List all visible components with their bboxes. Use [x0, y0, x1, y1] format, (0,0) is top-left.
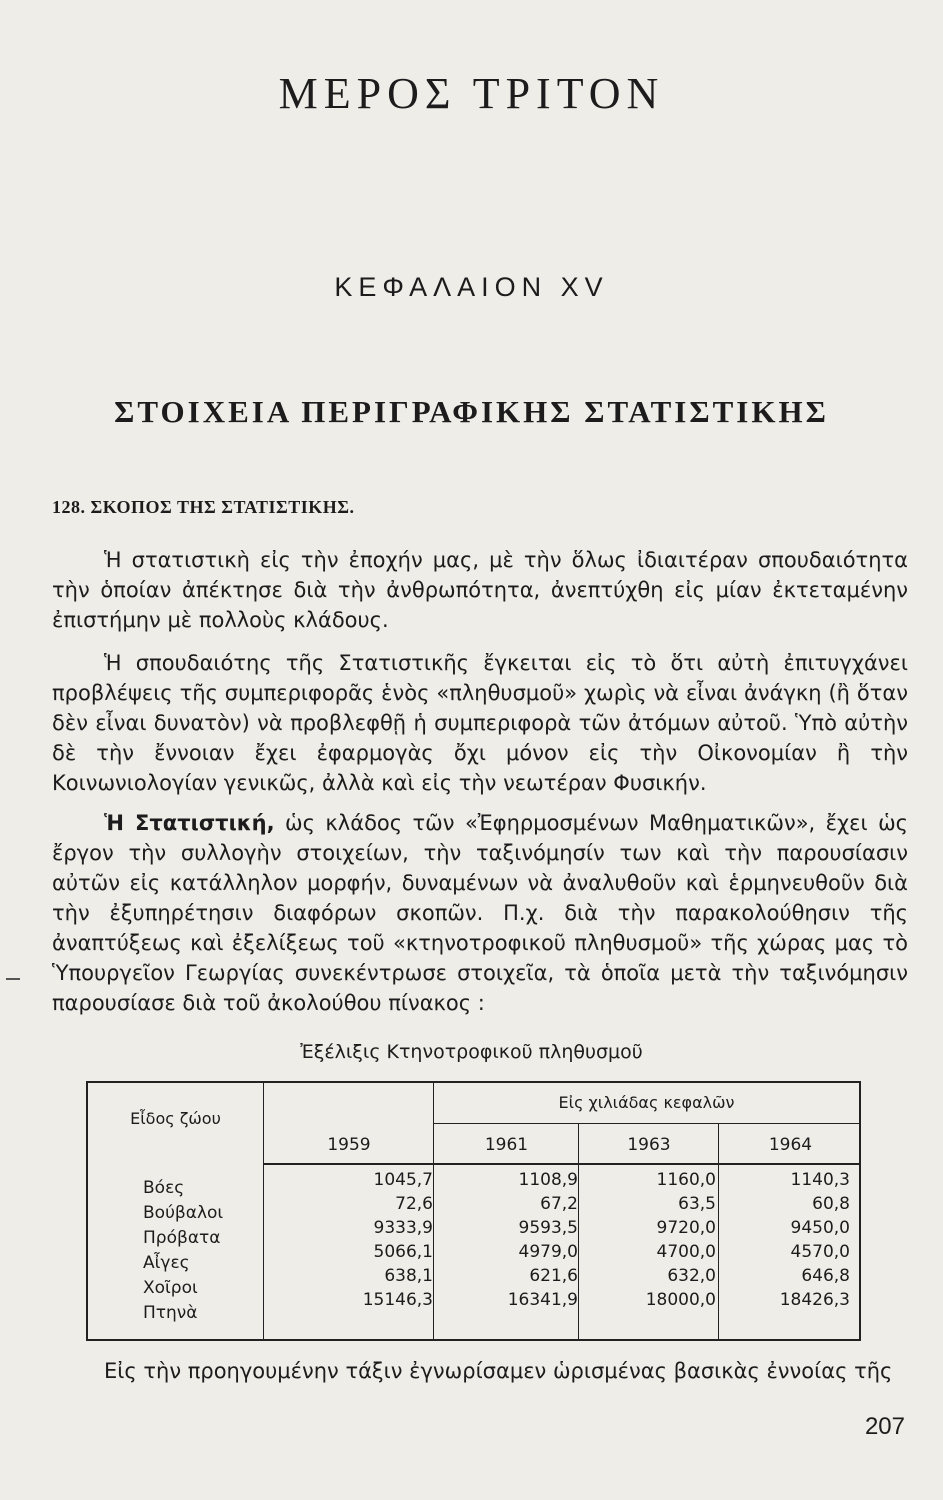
livestock-table: [86, 1081, 861, 1341]
paragraph-3-lead: Ἡ Στατιστική,: [104, 811, 275, 835]
table-row-label: Βούβαλοι: [143, 1203, 224, 1223]
chapter-title: ΚΕΦΑΛΑΙΟΝ XV: [334, 272, 609, 302]
table-cell: 15146,3: [362, 1290, 433, 1310]
section-title: ΣΤΟΙΧΕΙΑ ΠΕΡΙΓΡΑΦΙΚΗΣ ΣΤΑΤΙΣΤΙΚΗΣ: [114, 394, 829, 429]
table-cell: 72,6: [395, 1194, 433, 1214]
paragraph-2: Ἡ σπουδαιότης τῆς Στατιστικῆς ἔγκειται εἰς τὸ ὅτι αὐτὴ ἐπιτυγχάνει προβλέψεις τῆς συμπεριφορᾶς ἑνὸς «πληθυσμοῦ» χωρὶς νὰ εἶναι ἀνάγκη (ἢ ὅταν δὲν εἶναι δυνατὸν) νὰ προβλεφθῇ ἡ συμπεριφορὰ τῶν ἀτόμων αὐτοῦ. Ὑπὸ αὐτὴν δὲ τὴν ἔννοιαν ἔχει ἐφαρμογὰς ὄχι μόνον εἰς τὴν Οἰκονομίαν ἢ τὴν Κοινωνιολογίαν γενικῶς, ἀλλὰ καὶ εἰς τὴν νεωτέραν Φυσικήν.: [52, 651, 908, 795]
table-cell: 16341,9: [507, 1290, 578, 1310]
table-cell: 5066,1: [373, 1242, 433, 1262]
table-cell: 621,6: [529, 1266, 578, 1286]
table-row-label: Αἶγες: [143, 1253, 190, 1273]
table-cell: 1045,7: [373, 1170, 433, 1190]
table-cell: 1140,3: [790, 1170, 850, 1190]
table-cell: 4570,0: [790, 1242, 850, 1262]
table-year-header: 1961: [484, 1135, 529, 1155]
table-cell: 67,2: [540, 1194, 578, 1214]
table-cell: 63,5: [678, 1194, 716, 1214]
paragraph-4: Εἰς τὴν προηγουμένην τάξιν ἐγνωρίσαμεν ὡρισμένας βασικὰς ἐννοίας τῆς: [104, 1359, 893, 1383]
part-title: ΜΕΡΟΣ ΤΡΙΤΟΝ: [278, 69, 665, 118]
table-cell: 9450,0: [790, 1218, 850, 1238]
paragraph-3: [52, 808, 908, 1018]
table-caption: Ἐξέλιξις Κτηνοτροφικοῦ πληθυσμοῦ: [300, 1041, 643, 1063]
table-row-label: Πρόβατα: [143, 1228, 221, 1248]
table-unit-header: Εἰς χιλιάδας κεφαλῶν: [433, 1083, 859, 1124]
table-cell: 9333,9: [373, 1218, 433, 1238]
page-number: 207: [864, 1413, 905, 1440]
table-cell: 18000,0: [645, 1290, 716, 1310]
table-cell: 638,1: [384, 1266, 433, 1286]
table-row-label: Χοῖροι: [143, 1278, 198, 1298]
table-cell: 4700,0: [656, 1242, 716, 1262]
table-row-label: Πτηνὰ: [143, 1303, 198, 1323]
paragraph-3-body: ὡς κλάδος τῶν «Ἐφηρμοσμένων Μαθηματικῶν», ἔχει ὡς ἔργον τὴν συλλογὴν στοιχείων, τὴν ταξινόμησίν των καὶ τὴν παρουσίασιν αὐτῶν εἰς κατάλληλον μορφήν, δυναμένων νὰ ἀναλυθοῦν καὶ ἑρμηνευθοῦν διὰ τὴν ἐξυπηρέτησιν διαφόρων σκοπῶν. Π.χ. διὰ τὴν παρακολούθησιν τῆς ἀναπτύξεως καὶ ἐξελίξεως τοῦ «κτηνοτροφικοῦ πληθυσμοῦ» τῆς χώρας μας τὸ Ὑπουργεῖον Γεωργίας συνεκέντρωσε στοιχεῖα, τὰ ὁποῖα μετὰ τὴν ταξινόμησιν παρουσίασε διὰ τοῦ ἀκολούθου πίνακος :: [52, 811, 908, 1015]
table-cell: 9593,5: [518, 1218, 578, 1238]
table-cell: 60,8: [812, 1194, 850, 1214]
table-kind-header: Εἶδος ζώου: [130, 1109, 221, 1128]
table-cell: 4979,0: [518, 1242, 578, 1262]
subheading: 128. ΣΚΟΠΟΣ ΤΗΣ ΣΤΑΤΙΣΤΙΚΗΣ.: [52, 497, 355, 517]
table-year-header: 1963: [627, 1135, 671, 1155]
table-cell: 646,8: [801, 1266, 850, 1286]
table-cell: 1108,9: [518, 1170, 578, 1190]
table-row-label: Βόες: [143, 1178, 185, 1198]
table-year-header: 1964: [768, 1135, 813, 1155]
margin-mark: [6, 978, 20, 980]
paragraph-1: Ἡ στατιστικὴ εἰς τὴν ἐποχήν μας, μὲ τὴν ὅλως ἰδιαιτέραν σπουδαιότητα τὴν ὁποίαν ἀπέκτησε διὰ τὴν ἀνθρωπότητα, ἀνεπτύχθη εἰς μίαν ἐκτεταμένην ἐπιστήμην μὲ πολλοὺς κλάδους.: [52, 548, 908, 632]
table-cell: 18426,3: [779, 1290, 850, 1310]
table-cell: 9720,0: [656, 1218, 716, 1238]
table-year-header: 1959: [327, 1135, 371, 1155]
table-cell: 1160,0: [656, 1170, 716, 1190]
table-cell: 632,0: [667, 1266, 716, 1286]
